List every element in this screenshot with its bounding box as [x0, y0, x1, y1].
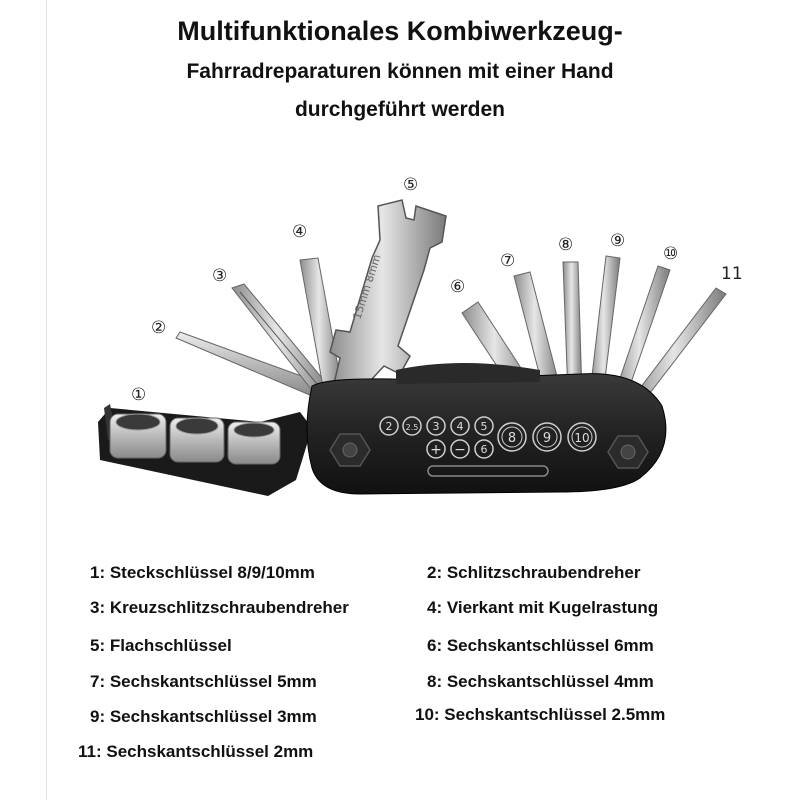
svg-text:3: 3: [432, 420, 440, 433]
svg-text:8: 8: [507, 431, 517, 446]
legend-item-3: 3: Kreuzschlitzschraubendreher: [90, 598, 349, 617]
legend-item-10: 10: Sechskantschlüssel 2.5mm: [415, 705, 666, 724]
svg-text:10: 10: [574, 431, 590, 445]
legend-item-7: 7: Sechskantschlüssel 5mm: [90, 672, 317, 691]
svg-text:4: 4: [456, 420, 464, 433]
callout-4: ④: [292, 222, 308, 242]
callout-10: ⑩: [663, 244, 679, 264]
svg-text:9: 9: [542, 431, 552, 446]
legend-item-2: 2: Schlitzschraubendreher: [427, 563, 641, 582]
legend-item-5: 5: Flachschlüssel: [90, 636, 232, 655]
marking-8: [498, 423, 526, 451]
legend-item-8: 8: Sechskantschlüssel 4mm: [427, 672, 654, 691]
svg-text:2: 2: [385, 420, 393, 433]
legend-item-1: 1: Steckschlüssel 8/9/10mm: [90, 563, 315, 582]
callout-1: ①: [131, 385, 147, 405]
legend-item-9: 9: Sechskantschlüssel 3mm: [90, 707, 317, 726]
marking-9: [533, 423, 561, 451]
callout-5: ⑤: [403, 175, 419, 195]
legend-item-6: 6: Sechskantschlüssel 6mm: [427, 636, 654, 655]
legend-item-11: 11: Sechskantschlüssel 2mm: [78, 742, 314, 761]
callout-6: ⑥: [450, 277, 466, 297]
svg-text:5: 5: [480, 420, 488, 433]
multitool-photo: [0, 160, 800, 530]
callout-11: 11: [721, 264, 743, 284]
marking-10: [568, 423, 596, 451]
svg-text:+: +: [430, 442, 442, 458]
heading-line-3: durchgeführt werden: [294, 98, 505, 121]
svg-text:2.5: 2.5: [405, 423, 419, 432]
svg-text:6: 6: [480, 443, 488, 456]
callout-9: ⑨: [610, 231, 626, 251]
socket-8mm: [110, 414, 166, 458]
callout-2: ②: [151, 318, 167, 338]
legend-item-4: 4: Vierkant mit Kugelrastung: [427, 598, 659, 617]
flat-wrench: [330, 200, 446, 392]
callout-7: ⑦: [500, 251, 516, 271]
socket-10mm: [228, 422, 280, 464]
callout-3: ③: [212, 266, 228, 286]
callout-8: ⑧: [558, 235, 574, 255]
heading-line-2: Fahrradreparaturen können mit einer Hand: [186, 60, 614, 83]
wrench-engraving: 15mm 8mm: [350, 252, 384, 321]
heading-line-1: Multifunktionales Kombiwerkzeug-: [177, 16, 623, 46]
multitool-illustration: [0, 160, 800, 530]
socket-9mm: [170, 418, 224, 462]
svg-text:−: −: [454, 442, 466, 458]
